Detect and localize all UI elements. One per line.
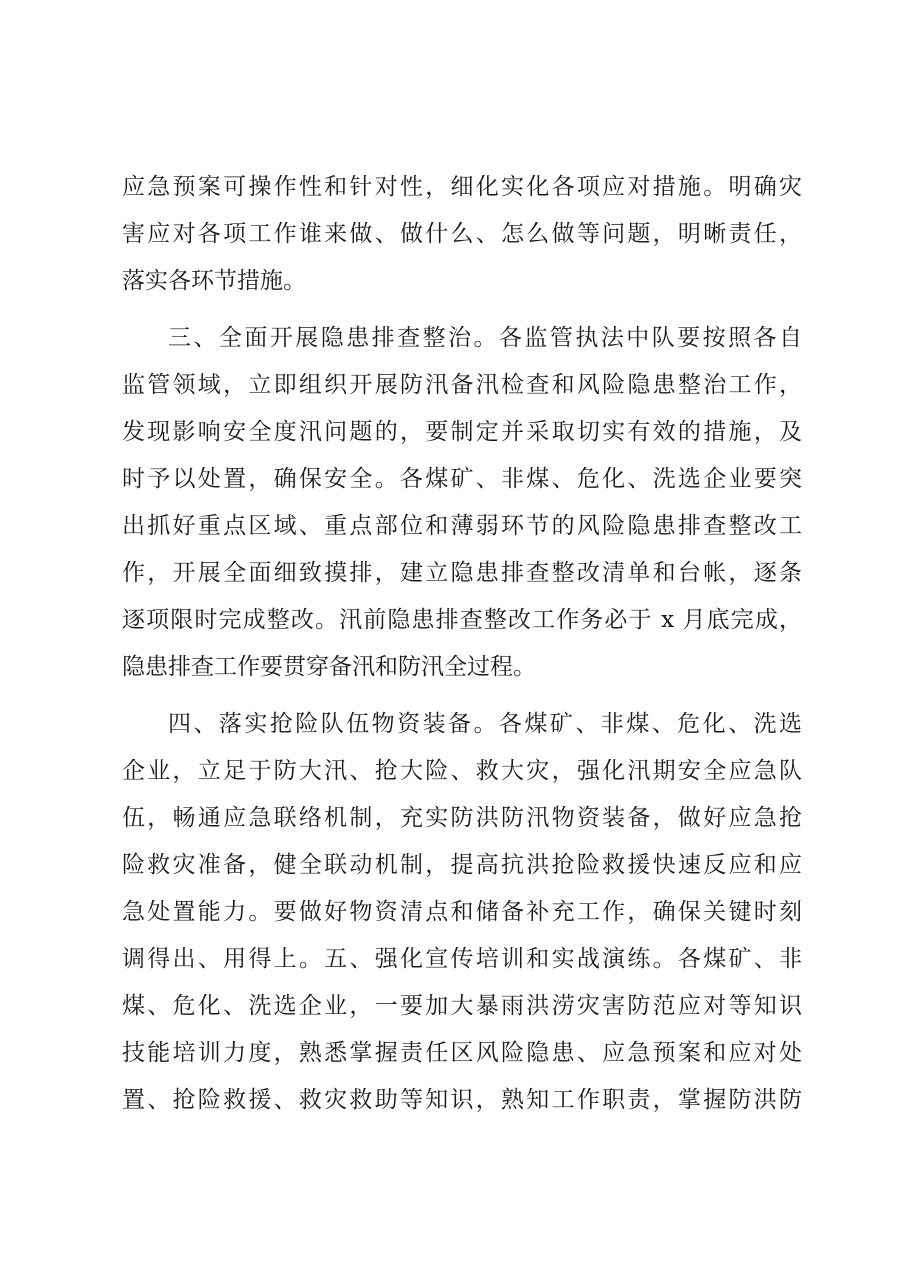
text-line: 企业，立足于防大汛、抢大险、救大灾，强化汛期安全应急队 <box>122 758 802 784</box>
text-line: 急处置能力。要做好物资清点和储备补充工作，确保关键时刻 <box>122 899 802 925</box>
text-line: 应急预案可操作性和针对性，细化实化各项应对措施。明确灾 <box>122 174 802 200</box>
text-line: 时予以处置，确保安全。各煤矿、非煤、危化、洗选企业要突 <box>122 466 802 492</box>
paragraph-gap <box>122 305 802 315</box>
text-line: 隐患排查工作要贯穿备汛和防汛全过程。 <box>122 654 536 680</box>
text-line: 调得出、用得上。五、强化宣传培训和实战演练。各煤矿、非 <box>122 946 802 972</box>
text-line: 四、落实抢险队伍物资装备。各煤矿、非煤、危化、洗选 <box>168 711 802 737</box>
text-line: 落实各环节措施。 <box>122 268 306 294</box>
document-body <box>122 164 802 1124</box>
text-line: 作，开展全面细致摸排，建立隐患排查整改清单和台帐，逐条 <box>122 560 802 586</box>
text-line: 伍，畅通应急联络机制，充实防洪防汛物资装备，做好应急抢 <box>122 805 802 831</box>
text-line: 险救灾准备，健全联动机制，提高抗洪抢险救援快速反应和应 <box>122 852 802 878</box>
paragraph-gap <box>122 691 802 701</box>
text-line: 逐项限时完成整改。汛前隐患排查整改工作务必于 x 月底完成， <box>122 607 802 633</box>
text-line: 出抓好重点区域、重点部位和薄弱环节的风险隐患排查整改工 <box>122 513 802 539</box>
text-line: 三、全面开展隐患排查整治。各监管执法中队要按照各自 <box>168 325 802 351</box>
text-line: 监管领域，立即组织开展防汛备汛检查和风险隐患整治工作， <box>122 372 802 398</box>
text-line: 技能培训力度，熟悉掌握责任区风险隐患、应急预案和应对处 <box>122 1040 802 1066</box>
text-line: 害应对各项工作谁来做、做什么、怎么做等问题，明晰责任， <box>122 221 802 247</box>
paragraph-3 <box>122 701 802 1124</box>
text-line: 发现影响安全度汛问题的，要制定并采取切实有效的措施，及 <box>122 419 802 445</box>
text-line: 煤、危化、洗选企业，一要加大暴雨洪涝灾害防范应对等知识 <box>122 993 802 1019</box>
paragraph-2 <box>122 315 802 691</box>
paragraph-1 <box>122 164 802 305</box>
text-line: 置、抢险救援、救灾救助等知识，熟知工作职责，掌握防洪防 <box>122 1087 802 1113</box>
